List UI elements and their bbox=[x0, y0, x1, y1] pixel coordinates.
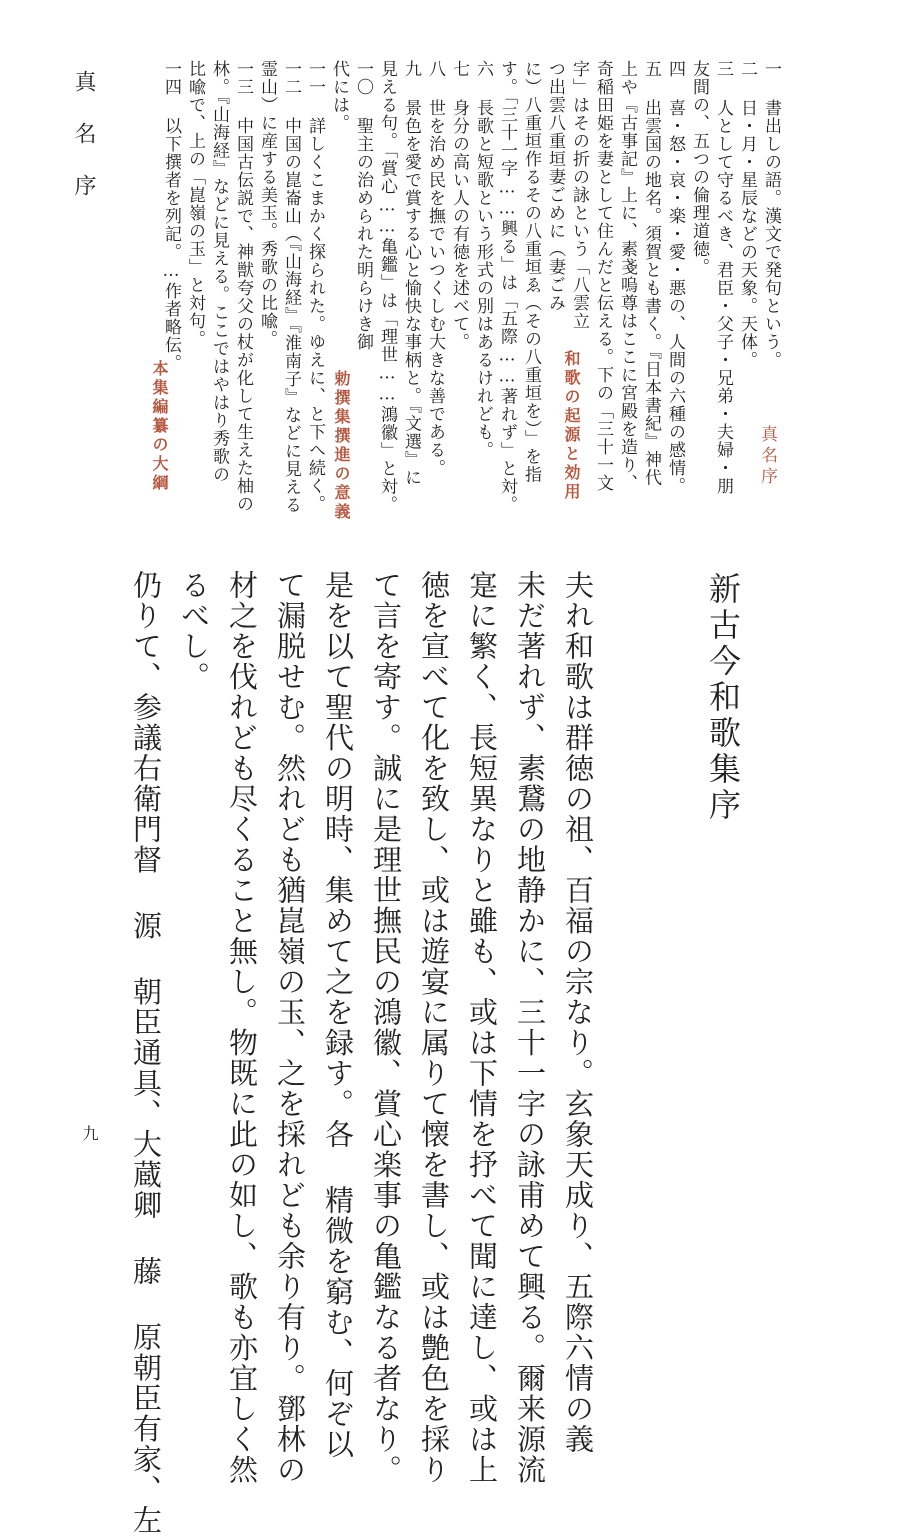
section-head-compilation: 本集編纂の大綱 bbox=[150, 360, 169, 493]
note-line: 友間の、五つの倫理道徳。 bbox=[689, 60, 709, 276]
note-line: 一四 以下撰者を列記。…作者略伝。 bbox=[161, 60, 181, 372]
section-head-imperial: 勅撰集撰進の意義 bbox=[332, 370, 351, 522]
main-line: 寔に繁く、長短異なりと雖も、或は下情を抒べて聞に達し、或は上 bbox=[465, 570, 499, 1485]
notes-block bbox=[120, 60, 785, 522]
note-line: 奇稲田姫を妻として住んだと伝える。下の「三十一文 bbox=[593, 60, 613, 492]
note-line: 林。『山海経』などに見える。ここではやはり秀歌の bbox=[209, 60, 229, 484]
note-line: 代には。 bbox=[329, 60, 349, 132]
note-line: 一 書出しの語。漢文で発句という。 bbox=[761, 60, 781, 369]
main-line: 材之を伐れども尽くること無し。物既に此の如し、歌も亦宜しく然 bbox=[225, 570, 259, 1485]
note-line: 四 喜・怒・哀・楽・愛・悪の、人間の六種の感情。 bbox=[665, 60, 685, 495]
note-line: 一一 詳しくこまかく探られた。ゆえに、と下へ続く。 bbox=[305, 60, 325, 513]
note-line: 比喩で、上の「崑嶺の玉」と対句。 bbox=[185, 60, 205, 348]
running-head: 真名序 bbox=[71, 70, 96, 226]
note-line: 見える句。「賞心……亀鑑」は「理世……鴻徽」と対。 bbox=[377, 60, 397, 514]
section-label-right: 真名序 bbox=[757, 425, 777, 488]
note-line: 六 長歌と短歌という形式の別はあるけれども。 bbox=[473, 60, 493, 459]
main-line: て漏脱せむ。然れども猶崑嶺の玉、之を採れども余り有り。鄧林の bbox=[273, 570, 307, 1485]
note-line: 九 景色を愛で賞する心と愉快な事柄と。『文選』に bbox=[401, 60, 421, 487]
folio: 九 bbox=[80, 1125, 99, 1141]
note-line: 一二 中国の崑崙山（『山海経』『淮南子』などに見える bbox=[281, 60, 301, 514]
note-line: 五 出雲国の地名。須賀とも書く。『日本書紀』神代 bbox=[641, 60, 661, 487]
main-line: 夫れ和歌は群徳の祖、百福の宗なり。玄象天成り、五際六情の義 bbox=[561, 570, 595, 1455]
main-line: て言を寄す。誠に是理世撫民の鴻徽、賞心楽事の亀鑑なる者なり。 bbox=[369, 570, 403, 1485]
note-line: 三 人として守るべき、君臣・父子・兄弟・夫婦・朋 bbox=[713, 60, 733, 495]
note-line: 八 世を治め民を撫でいつくしむ大きな善である。 bbox=[425, 60, 445, 477]
note-line: 二 日・月・星辰などの天象。天体。 bbox=[737, 60, 757, 369]
note-line: 一〇 聖主の治められた明らけき御 bbox=[353, 60, 373, 351]
main-line: 未だ著れず、素鵞の地静かに、三十一字の詠甫めて興る。爾来源流 bbox=[513, 570, 547, 1485]
main-line: るべし。 bbox=[177, 570, 211, 692]
main-line: 仍りて、参議右衛門督 源 朝臣通具、大蔵卿 藤 原朝臣有家、左 bbox=[129, 570, 163, 1536]
section-head-origin: 和歌の起源と効用 bbox=[562, 350, 581, 502]
note-line: 上や『古事記』上に、素戔嗚尊はここに宮殿を造り、 bbox=[617, 60, 637, 492]
note-line: 霊山）に産する美玉。秀歌の比喩。 bbox=[257, 60, 277, 348]
main-line: 是を以て聖代の明時、集めて之を録す。各 精微を窮む、何ぞ以 bbox=[321, 570, 355, 1460]
note-line: 字」はその折の詠という「八雲立 bbox=[569, 60, 589, 330]
note-line: す。「三十一字……興る」は「五際……著れず」と対。 bbox=[497, 60, 517, 514]
note-line: 一三 中国古伝説で、神獣夸父の杖が化して生えた柚の bbox=[233, 60, 253, 513]
main-title: 新古今和歌集序 bbox=[704, 572, 742, 824]
note-line: つ出雲八重垣妻ごめに（妻ごみ bbox=[545, 60, 565, 312]
note-line: に）八重垣作るその八重垣ゑ（その八重垣を）」を指 bbox=[521, 60, 541, 484]
main-line: 徳を宣べて化を致し、或は遊宴に属りて懐を書し、或は艶色を採り bbox=[417, 570, 451, 1485]
note-line: 七 身分の高い人の有徳を述べて。 bbox=[449, 60, 469, 351]
